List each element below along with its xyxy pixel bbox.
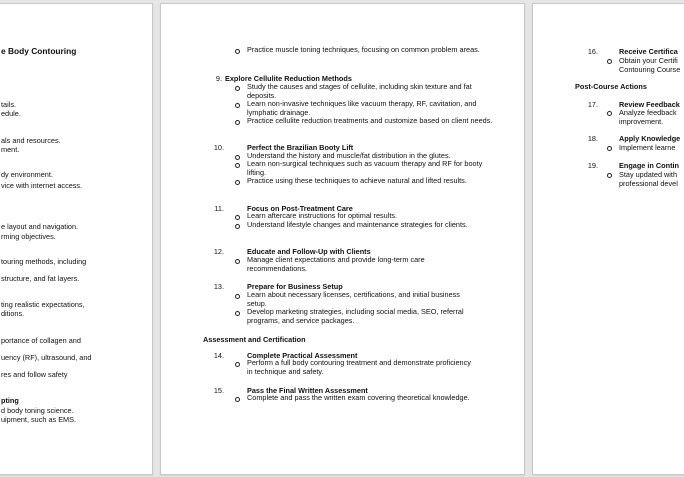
bullet-icon	[235, 215, 240, 220]
list-number: 18.	[587, 134, 598, 143]
text-line: portance of collagen and	[1, 336, 81, 345]
bullet-icon	[235, 397, 240, 402]
text-line: structure, and fat layers.	[1, 274, 80, 283]
text-line: ting realistic expectations,	[1, 300, 85, 309]
list-number: 15.	[213, 386, 224, 395]
list-item: Understand lifestyle changes and maintenance strategies for clients.	[247, 220, 468, 229]
bullet-icon	[235, 259, 240, 264]
text-line: edule.	[1, 109, 21, 118]
list-item: Learn about necessary licenses, certifications, and initial business setup.	[247, 290, 460, 308]
list-item: Implement learne	[619, 143, 676, 152]
list-item: Perform a full body contouring treatment and demonstrate proficiency in technique and safety.	[247, 358, 471, 376]
bullet-icon	[607, 146, 612, 151]
bullet-icon	[235, 311, 240, 316]
list-number: 17.	[587, 100, 598, 109]
document-page-left	[0, 3, 153, 475]
list-number: 19.	[587, 161, 598, 170]
text-line: d body toning science.	[1, 406, 74, 415]
list-item: Practice using these techniques to achieve natural and lifted results.	[247, 176, 467, 185]
section-heading: Post-Course Actions	[575, 82, 647, 91]
list-item: Practice cellulite reduction treatments and customize based on client needs.	[247, 116, 493, 125]
list-item: Stay updated with	[619, 170, 678, 179]
list-number: 13.	[213, 282, 224, 291]
text-line: ditions.	[1, 309, 25, 318]
bullet-icon	[235, 103, 240, 108]
text-line: als and resources.	[1, 136, 61, 145]
document-page-middle	[160, 3, 525, 475]
list-item-title: Focus on Post-Treatment Care	[247, 204, 353, 213]
bullet-icon	[607, 173, 612, 178]
list-number: 10.	[213, 143, 224, 152]
list-item-title: Pass the Final Written Assessment	[247, 386, 368, 395]
text-line: rming objectives.	[1, 232, 56, 241]
list-item: Contouring Course	[619, 65, 681, 74]
list-item-title: Complete Practical Assessment	[247, 351, 358, 360]
list-item: Study the causes and stages of cellulite, including skin texture and fat deposits.	[247, 82, 472, 100]
list-number: 9.	[215, 74, 222, 83]
list-number: 16.	[587, 47, 598, 56]
list-item: Learn non-surgical techniques such as vacuum therapy and RF for booty lifting.	[247, 159, 483, 177]
bullet-icon	[607, 59, 612, 64]
page-heading: e Body Contouring	[1, 46, 77, 56]
list-number: 12.	[213, 247, 224, 256]
list-item: Develop marketing strategies, including social media, SEO, referral programs, and service packages.	[247, 307, 464, 325]
bullet-icon	[235, 224, 240, 229]
list-item-title: Educate and Follow-Up with Clients	[247, 247, 371, 256]
text-line: uipment, such as EMS.	[1, 415, 77, 424]
list-number: 14.	[213, 351, 224, 360]
bullet-icon	[235, 180, 240, 185]
list-item: Learn aftercare instructions for optimal results.	[247, 211, 398, 220]
list-item: Analyze feedback	[619, 108, 677, 117]
bullet-icon	[235, 120, 240, 125]
list-item: Learn non-invasive techniques like vacuum therapy, RF, cavitation, and lymphatic drainage.	[247, 99, 477, 117]
text-line: uency (RF), ultrasound, and	[1, 353, 92, 362]
list-item: Complete and pass the written exam covering theoretical knowledge.	[247, 393, 470, 402]
list-item-title: Apply Knowledge	[619, 134, 681, 143]
bullet-icon	[235, 163, 240, 168]
bullet-icon	[235, 362, 240, 367]
list-item: improvement.	[619, 117, 664, 126]
text-line: dy environment.	[1, 170, 53, 179]
list-item: Obtain your Certifi	[619, 56, 678, 65]
bullet-icon	[235, 294, 240, 299]
text-line: tails.	[1, 100, 17, 109]
list-item-title: Explore Cellulite Reduction Methods	[225, 74, 352, 83]
list-item: Manage client expectations and provide long-term care recommendations.	[247, 255, 425, 273]
text-line: pting	[1, 396, 19, 405]
list-item-title: Engage in Contin	[619, 161, 679, 170]
document-page-right	[532, 3, 684, 475]
text-line: res and follow safety	[1, 370, 68, 379]
bullet-icon	[607, 111, 612, 116]
bullet-icon	[235, 49, 240, 54]
list-item: Practice muscle toning techniques, focusing on common problem areas.	[247, 45, 480, 54]
bullet-icon	[235, 155, 240, 160]
bullet-icon	[235, 86, 240, 91]
list-item: professional devel	[619, 179, 678, 188]
text-line: e layout and navigation.	[1, 222, 79, 231]
text-line: touring methods, including	[1, 257, 87, 266]
text-line: ment.	[1, 145, 20, 154]
section-heading: Assessment and Certification	[203, 335, 306, 344]
list-item-title: Receive Certifica	[619, 47, 678, 56]
list-item-title: Prepare for Business Setup	[247, 282, 343, 291]
list-item-title: Review Feedback	[619, 100, 680, 109]
list-item: Understand the history and muscle/fat distribution in the glutes.	[247, 151, 451, 160]
list-item-title: Perfect the Brazilian Booty Lift	[247, 143, 354, 152]
text-line: vice with internet access.	[1, 181, 83, 190]
list-number: 11.	[214, 204, 224, 213]
